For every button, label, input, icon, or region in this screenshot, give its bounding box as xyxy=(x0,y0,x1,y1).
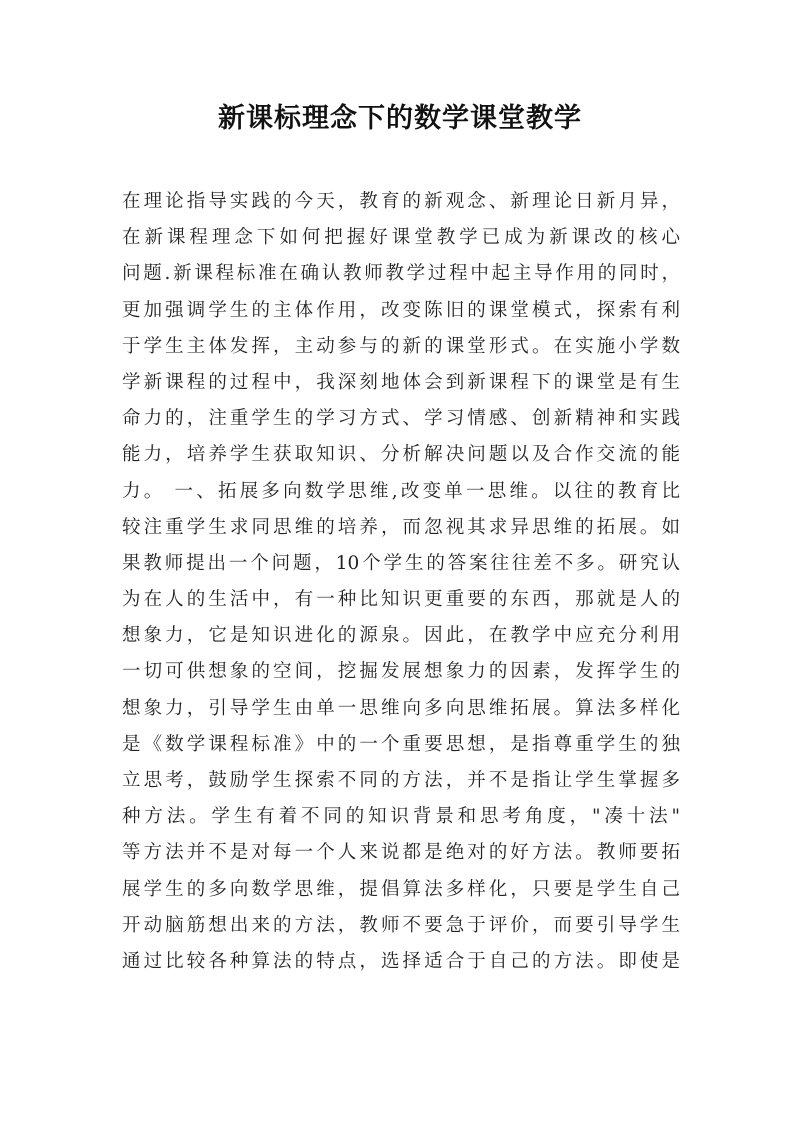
text-line: 果教师提出一个问题，10个学生的答案往往差不多。研究认 xyxy=(122,552,680,574)
text-line: 问题.新课程标准在确认教师教学过程中起主导作用的同时， xyxy=(122,263,680,285)
text-line: 展学生的多向数学思维，提倡算法多样化，只要是学生自己 xyxy=(122,878,680,900)
text-line: 在新课程理念下如何把握好课堂教学已成为新课改的核心 xyxy=(122,227,680,249)
text-line: 立思考，鼓励学生探索不同的方法，并不是指让学生掌握多 xyxy=(122,770,680,791)
text-line: 于学生主体发挥，主动参与的新的课堂形式。在实施小学数 xyxy=(122,335,680,357)
text-line: 种方法。学生有着不同的知识背景和思考角度，"凑十法" xyxy=(122,806,680,828)
document-title: 新课标理念下的数学课堂教学 xyxy=(218,103,582,134)
text-line: 等方法并不是对每一个人来说都是绝对的好方法。教师要拓 xyxy=(122,842,680,864)
text-line: 想象力，引导学生由单一思维向多向思维拓展。算法多样化 xyxy=(122,697,680,719)
text-line: 更加强调学生的主体作用，改变陈旧的课堂模式，探索有利 xyxy=(122,299,680,321)
text-line: 力。 一、拓展多向数学思维,改变单一思维。以往的教育比 xyxy=(122,480,680,502)
text-line: 是《数学课程标准》中的一个重要思想，是指尊重学生的独 xyxy=(122,733,680,755)
text-line: 通过比较各种算法的特点，选择适合于自己的方法。即使是 xyxy=(122,950,680,972)
text-line: 为在人的生活中，有一种比知识更重要的东西，那就是人的 xyxy=(122,589,680,611)
text-line: 在理论指导实践的今天，教育的新观念、新理论日新月异， xyxy=(122,191,680,212)
text-line: 学新课程的过程中，我深刻地体会到新课程下的课堂是有生 xyxy=(122,371,680,393)
text-line: 想象力，它是知识进化的源泉。因此，在教学中应充分利用 xyxy=(122,625,680,647)
body-paragraph xyxy=(122,184,680,980)
text-line: 一切可供想象的空间，挖掘发展想象力的因素，发挥学生的 xyxy=(122,661,680,683)
text-line: 开动脑筋想出来的方法，教师不要急于评价，而要引导学生 xyxy=(122,914,680,936)
text-line: 能力，培养学生获取知识、分析解决问题以及合作交流的能 xyxy=(122,444,680,466)
text-line: 较注重学生求同思维的培养，而忽视其求异思维的拓展。如 xyxy=(122,516,680,538)
text-line: 命力的，注重学生的学习方式、学习情感、创新精神和实践 xyxy=(122,408,680,430)
